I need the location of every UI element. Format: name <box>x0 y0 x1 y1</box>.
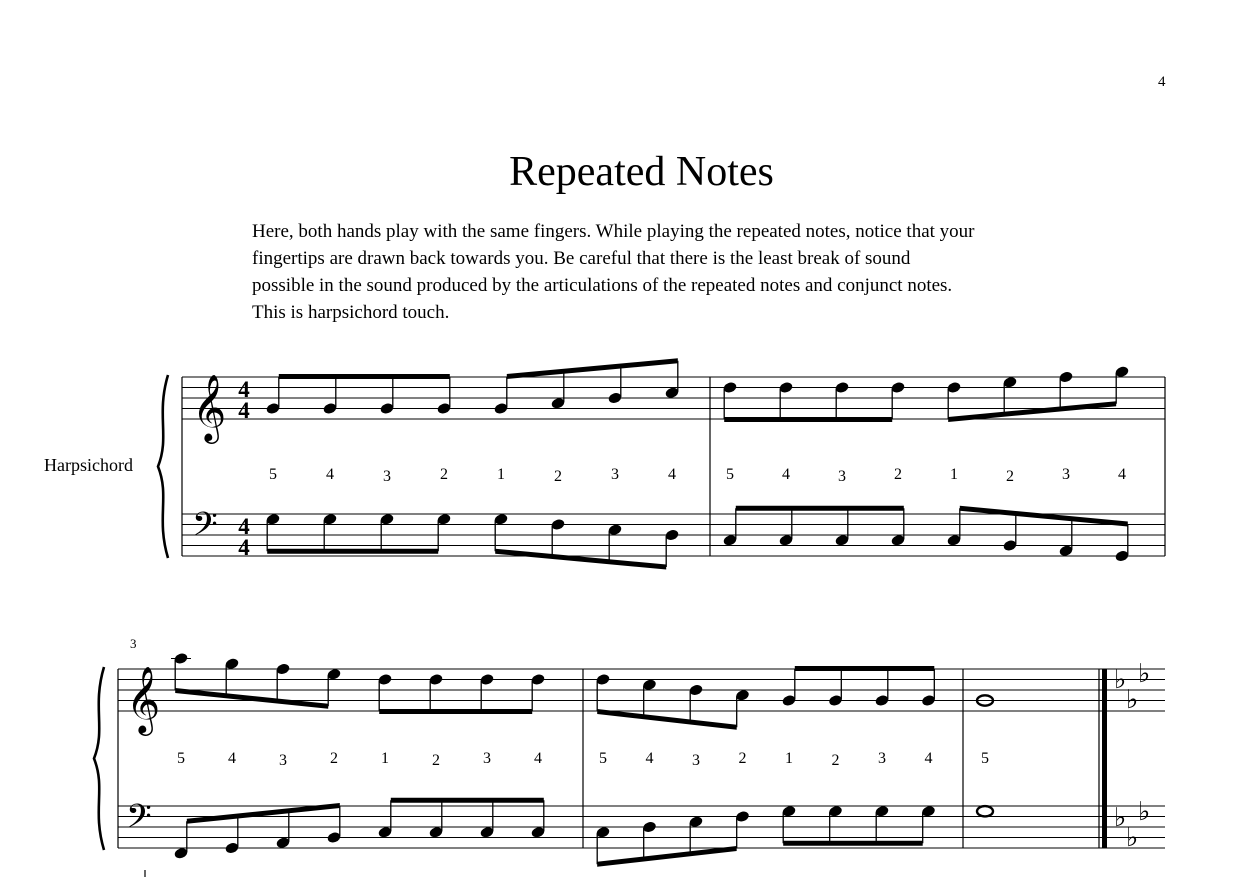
grand-staff-brace <box>94 667 104 850</box>
bass-time-signature-bottom: 4 <box>238 535 250 560</box>
treble-beam <box>507 358 678 379</box>
bass-beam <box>495 549 666 570</box>
fingering-number: 5 <box>726 466 734 483</box>
treble-clef-icon: 𝄞 <box>192 373 227 441</box>
fingering-number: 5 <box>269 466 277 483</box>
fingering-number: 1 <box>381 750 389 767</box>
flat-icon: ♭ <box>1138 659 1151 689</box>
page-number: 4 <box>1158 74 1166 90</box>
fingering-number: 3 <box>279 752 287 769</box>
fingering-number: 2 <box>440 466 448 483</box>
grand-staff-brace <box>158 375 168 558</box>
bass-beam <box>783 841 923 846</box>
bass-clef-icon: 𝄢 <box>126 798 152 844</box>
treble-beam <box>279 374 450 379</box>
fingering-number: 3 <box>611 466 619 483</box>
flat-icon: ♭ <box>1114 665 1127 695</box>
intro-line: possible in the sound produced by the articulations of the repeated notes and conjunct notes. <box>252 275 953 296</box>
fingering-number: 2 <box>738 750 747 767</box>
fingering-number: 5 <box>177 750 185 767</box>
bass-beam <box>960 506 1128 527</box>
bass-beam <box>736 506 904 511</box>
bass-beam <box>391 798 544 803</box>
fingering-number: 4 <box>782 466 790 483</box>
fingering-number: 1 <box>497 466 505 483</box>
fingering-number: 4 <box>924 750 933 767</box>
fingering-number: 3 <box>483 750 491 767</box>
instrument-name: Harpsichord <box>44 455 133 475</box>
fingering-number: 3 <box>1062 466 1070 483</box>
fingering-number: 5 <box>981 750 989 767</box>
page-title: Repeated Notes <box>509 149 774 195</box>
fingering-number: 4 <box>668 466 676 483</box>
fingering-number: 1 <box>950 466 958 483</box>
fingering-number: 2 <box>831 752 840 769</box>
fingering-number: 3 <box>878 750 886 767</box>
fingering-number: 5 <box>599 750 607 767</box>
bass-clef-icon: 𝄢 <box>192 506 218 552</box>
fingering-number: 4 <box>326 466 334 483</box>
treble-beam <box>597 709 737 730</box>
treble-time-signature-bottom: 4 <box>238 398 250 423</box>
fingering-number: 4 <box>534 750 542 767</box>
fingering-number: 1 <box>785 750 793 767</box>
double-barline-thick <box>1102 669 1107 848</box>
fingering-number: 3 <box>383 468 391 485</box>
flat-icon: ♭ <box>1138 797 1151 827</box>
fingering-number: 3 <box>838 468 846 485</box>
treble-beam <box>175 688 328 709</box>
intro-line: fingertips are drawn back towards you. Be careful that there is the least break of sound <box>252 248 911 269</box>
treble-beam <box>379 709 532 714</box>
fingering-number: 4 <box>1118 466 1126 483</box>
bass-beam <box>597 846 737 867</box>
bass-whole-note <box>977 806 993 816</box>
flat-icon: ♭ <box>1126 685 1139 715</box>
flat-icon: ♭ <box>1114 803 1127 833</box>
treble-beam <box>795 666 935 671</box>
treble-beam <box>724 417 892 422</box>
fingering-number: 2 <box>554 468 562 485</box>
flat-icon: ♭ <box>1126 823 1139 853</box>
bass-beam <box>267 549 438 554</box>
fingering-number: 4 <box>228 750 236 767</box>
treble-time-signature-top: 4 <box>238 377 250 402</box>
fingering-number: 2 <box>894 466 902 483</box>
intro-line: This is harpsichord touch. <box>252 302 450 323</box>
intro-line: Here, both hands play with the same fingers. While playing the repeated notes, notice that your <box>252 221 975 242</box>
fingering-number: 3 <box>692 752 700 769</box>
measure-number: 3 <box>130 636 137 651</box>
fingering-number: 2 <box>330 750 338 767</box>
fingering-number: 4 <box>645 750 654 767</box>
fingering-number: 2 <box>1006 468 1014 485</box>
treble-clef-icon: 𝄞 <box>126 665 161 733</box>
bass-time-signature-top: 4 <box>238 514 250 539</box>
fingering-number: 2 <box>432 752 440 769</box>
